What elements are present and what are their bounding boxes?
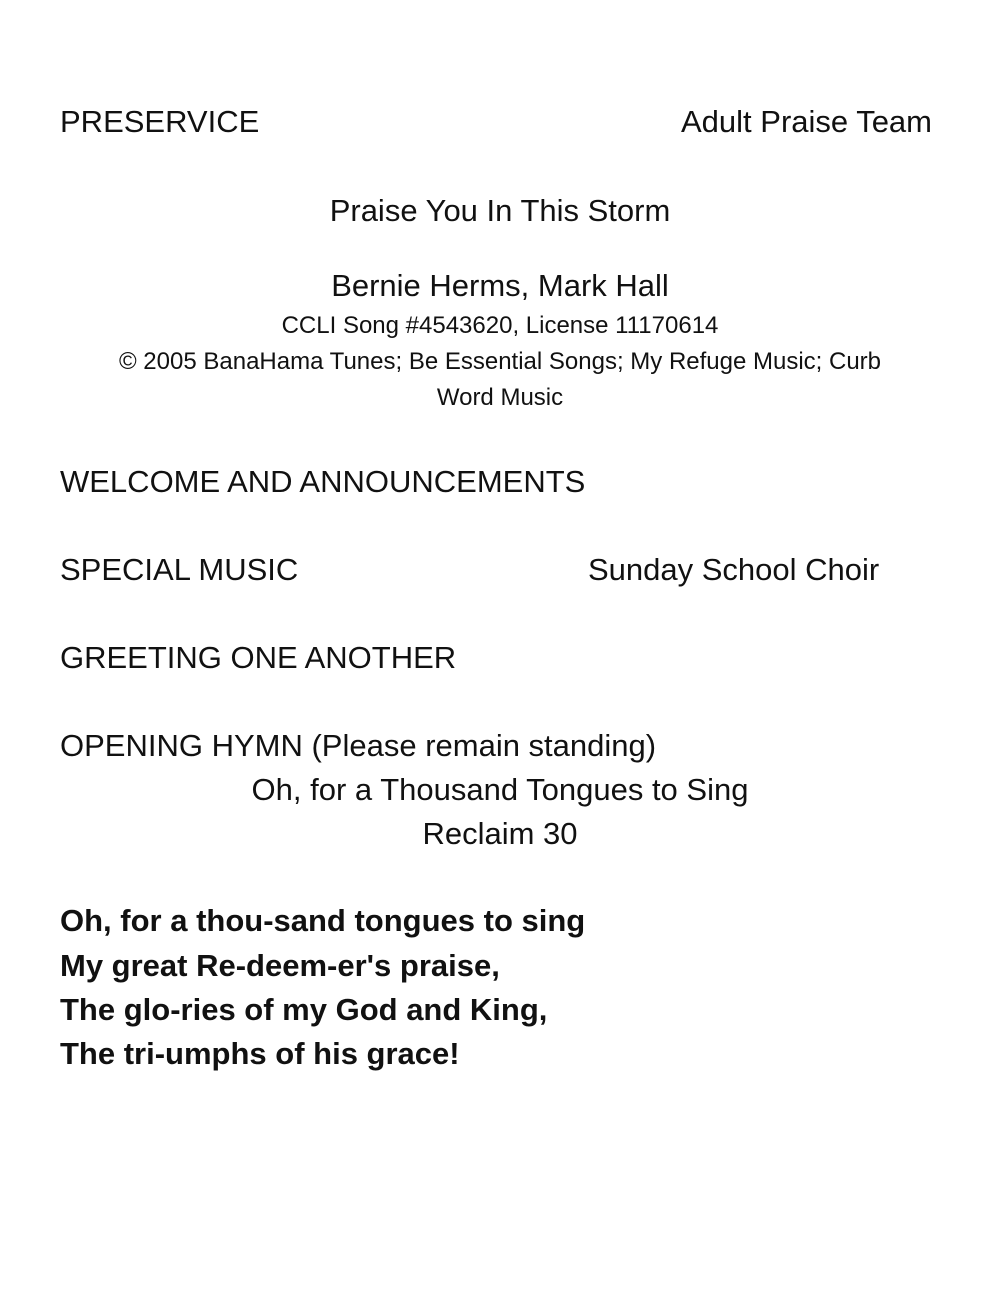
- greeting-heading: GREETING ONE ANOTHER: [60, 640, 457, 675]
- copyright-line-2: Word Music: [436, 384, 564, 411]
- copyright-line-1: © 2005 BanaHama Tunes; Be Essential Songs; My Refuge Music; Curb: [118, 348, 882, 375]
- special-music-performer: Sunday School Choir: [588, 552, 880, 587]
- special-music-heading: SPECIAL MUSIC: [60, 552, 299, 587]
- ccli-license: CCLI Song #4543620, License 11170614: [281, 312, 719, 339]
- lyric-line: The tri-umphs of his grace!: [60, 1036, 460, 1071]
- preservice-song-title: Praise You In This Storm: [329, 193, 671, 228]
- lyric-line: The glo-ries of my God and King,: [60, 992, 548, 1027]
- preservice-authors: Bernie Herms, Mark Hall: [331, 268, 669, 303]
- preservice-performer: Adult Praise Team: [681, 104, 932, 139]
- lyric-line: My great Re-deem-er's praise,: [60, 948, 500, 983]
- preservice-heading: PRESERVICE: [60, 104, 260, 139]
- opening-hymn-heading: OPENING HYMN (Please remain standing): [60, 728, 657, 763]
- lyric-line: Oh, for a thou-sand tongues to sing: [60, 903, 586, 938]
- welcome-heading: WELCOME AND ANNOUNCEMENTS: [60, 464, 586, 499]
- hymn-title: Oh, for a Thousand Tongues to Sing: [251, 772, 749, 807]
- hymn-reference: Reclaim 30: [422, 816, 578, 851]
